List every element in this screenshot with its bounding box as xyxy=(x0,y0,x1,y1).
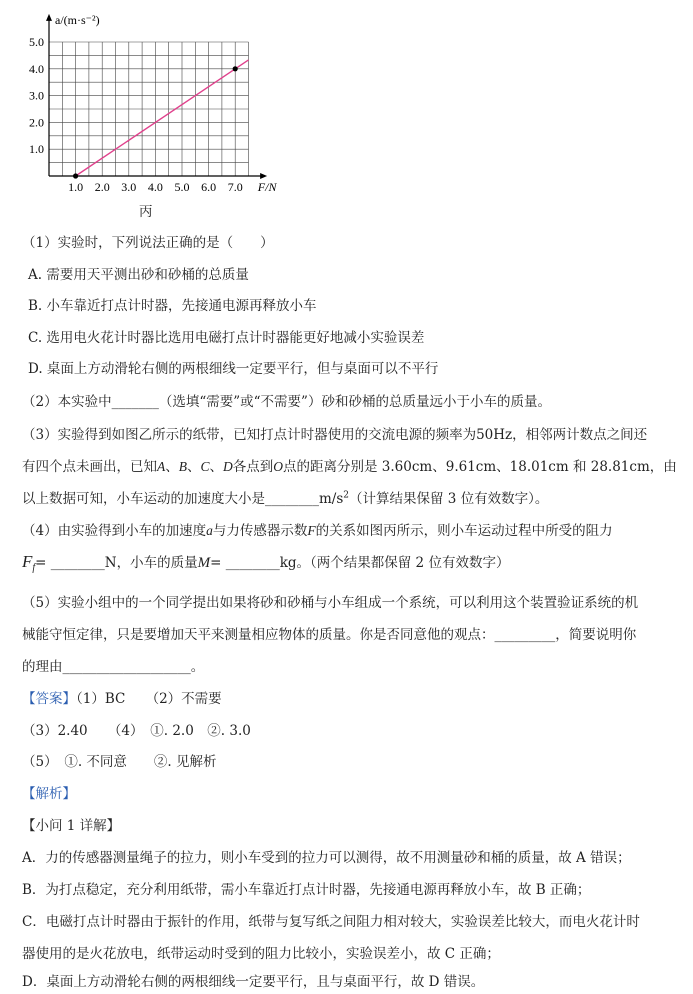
x-tick-label: 5.0 xyxy=(174,180,190,194)
q1-option-d: D. 桌面上方动滑轮右侧的两根细线一定要平行，但与桌面可以不平行 xyxy=(28,361,439,377)
chart-grid xyxy=(49,42,249,176)
y-tick-label: 5.0 xyxy=(29,35,44,49)
analysis-a: A．力的传感器测量绳子的拉力，则小车受到的拉力可以测得，故不用测量砂和桶的质量，故 A 错误； xyxy=(22,850,631,866)
analysis-c2: 器使用的是火花放电，纸带运动时受到的阻力比较小，实验误差小，故 C 正确； xyxy=(22,946,500,962)
data-point xyxy=(233,66,238,71)
data-point xyxy=(73,173,78,178)
chart-tick-labels xyxy=(29,35,243,194)
analysis-subheading: 【小问 1 详解】 xyxy=(22,818,121,834)
answer-line2: （3）2.40 （4） ①. 2.0 ②. 3.0 xyxy=(22,723,251,739)
y-axis-label: a/(m·s⁻²) xyxy=(55,13,100,27)
q4-line2: $F_f=$ ________N，小车的质量M= ________kg。（两个结果都保留 2 位有效数字） xyxy=(22,552,510,574)
q1-option-b: B. 小车靠近打点计时器，先接通电源再释放小车 xyxy=(28,298,317,314)
chart-caption: 丙 xyxy=(139,204,153,220)
x-axis-label: F/N xyxy=(257,180,277,194)
q4-line1: （4）由实验得到小车的加速度a与力传感器示数F的关系如图丙所示，则小车运动过程中所受的阻力 xyxy=(22,523,613,539)
analysis-b: B．为打点稳定，充分利用纸带，需小车靠近打点计时器，先接通电源再释放小车，故 B 正确； xyxy=(22,882,591,898)
fit-line xyxy=(76,60,249,176)
x-tick-label: 3.0 xyxy=(121,180,137,194)
q1-option-c: C. 选用电火花计时器比选用电磁打点计时器能更好地减小实验误差 xyxy=(28,330,425,346)
x-tick-label: 1.0 xyxy=(68,180,84,194)
y-tick-label: 4.0 xyxy=(29,61,44,76)
chart-axes xyxy=(46,14,267,179)
q5-line3: 的理由___________________。 xyxy=(22,659,205,675)
answer-line3: （5） ①. 不同意 ②. 见解析 xyxy=(22,754,217,770)
y-axis-arrow xyxy=(46,14,52,21)
x-tick-label: 7.0 xyxy=(227,180,243,194)
answer-line1: 【答案】（1）BC （2）不需要 xyxy=(22,691,222,707)
q1-option-a: A. 需要用天平测出砂和砂桶的总质量 xyxy=(28,267,249,283)
q3-line2: 有四个点未画出，已知A、B、C、D各点到O点的距离分别是 3.60cm、9.61cm、18.01cm 和 28.81cm，由 xyxy=(22,459,677,475)
x-axis-arrow xyxy=(260,173,267,179)
analysis-c1: C．电磁打点计时器由于振针的作用，纸带与复写纸之间阻力相对较大，实验误差比较大，而电火花计时 xyxy=(22,914,640,930)
acceleration-force-chart xyxy=(0,0,300,225)
q3-line1: （3）实验得到如图乙所示的纸带，已知打点计时器使用的交流电源的频率为50Hz，相邻两计数点之间还 xyxy=(22,427,648,443)
answer-tag: 【答案】 xyxy=(22,691,76,707)
y-tick-label: 3.0 xyxy=(29,88,44,103)
y-tick-label: 2.0 xyxy=(29,115,44,130)
analysis-tag: 【解析】 xyxy=(22,786,76,802)
analysis-d: D．桌面上方动滑轮右侧的两根细线一定要平行，且与桌面平行，故 D 错误。 xyxy=(22,974,485,990)
q2-text: （2）本实验中_______（选填“需要”或“不需要”）砂和砂桶的总质量远小于小车的质量。 xyxy=(22,394,551,410)
q1-stem: （1）实验时，下列说法正确的是（ ） xyxy=(22,235,274,251)
x-tick-label: 4.0 xyxy=(147,180,163,194)
q5-line1: （5）实验小组中的一个同学提出如果将砂和砂桶与小车组成一个系统，可以利用这个装置验证系统的机 xyxy=(22,595,639,611)
x-tick-label: 2.0 xyxy=(94,180,110,194)
y-tick-label: 1.0 xyxy=(29,142,44,157)
q3-line3: 以上数据可知，小车运动的加速度大小是$\_\_\_\_\_\_\_\_m/s^2$（计算结果保留 3 位有效数字）。 xyxy=(22,490,549,507)
x-tick-label: 6.0 xyxy=(201,180,217,194)
q5-line2: 械能守恒定律，只是要增加天平来测量相应物体的质量。你是否同意他的观点：_________，简要说明你 xyxy=(22,627,637,643)
